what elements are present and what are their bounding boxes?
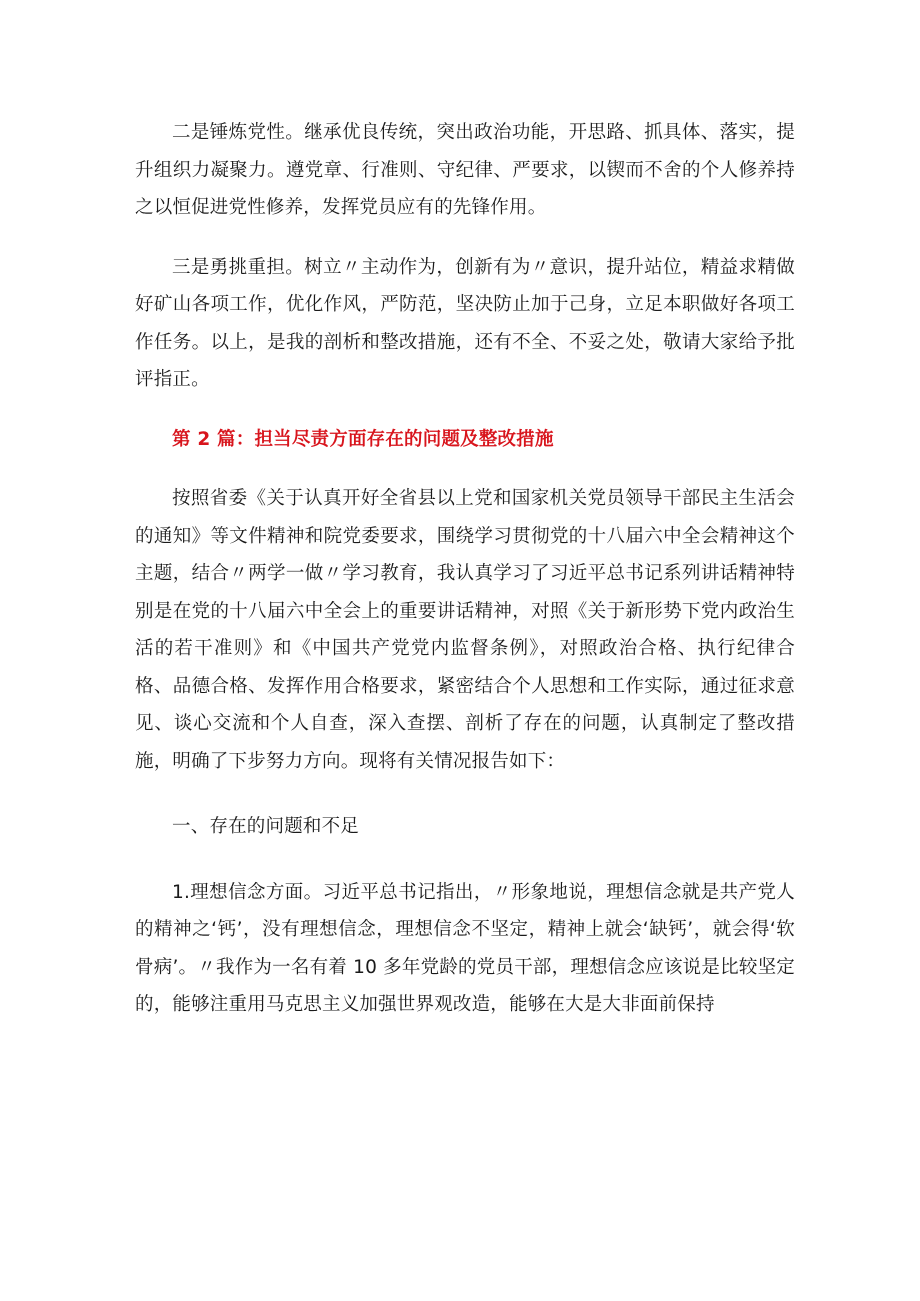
paragraph-ideals-beliefs: 1.理想信念方面。习近平总书记指出，〃形象地说，理想信念就是共产党人的精神之‘钙’，没有理想信念，理想信念不坚定，精神上就会‘缺钙’，就会得‘软骨病’。〃我作为一名有着 10 多年党龄的党员干部，理想信念应该说是比较坚定的，能够注重用马克思主义加强世界观改造，能够在大是大非面前保持 [135,881,795,1015]
subheading-problems: 一、存在的问题和不足 [172,816,360,837]
section-heading: 第 2 篇：担当尽责方面存在的问题及整改措施 [172,428,554,450]
paragraph-introduction: 按照省委《关于认真开好全省县以上党和国家机关党员领导干部民主生活会的通知》等文件精神和院党委要求，围绕学习贯彻党的十八届六中全会精神这个主题，结合〃两学一做〃学习教育，我认真学习了习近平总书记系列讲话精神特别是在党的十八届六中全会上的重要讲话精神，对照《关于新形势下党内政治生活的若干准则》和《中国共产党党内监督条例》，对照政治合格、执行纪律合格、品德合格、发挥作用合格要求，紧密结合个人思想和工作实际，通过征求意见、谈心交流和个人自查，深入查摆、剖析了存在的问题，认真制定了整改措施，明确了下步努力方向。现将有关情况报告如下： [135,488,795,772]
paragraph-shoulder-responsibility: 三是勇挑重担。树立〃主动作为，创新有为〃意识，提升站位，精益求精做好矿山各项工作，优化作风，严防范，坚决防止加于己身，立足本职做好各项工作任务。以上，是我的剖析和整改措施，还有不全、不妥之处，敬请大家给予批评指正。 [135,256,795,390]
document-page [135,114,795,1024]
paragraph-tempering-party-spirit: 二是锤炼党性。继承优良传统，突出政治功能，开思路、抓具体、落实，提升组织力凝聚力。遵党章、行准则、守纪律、严要求，以锲而不舍的个人修养持之以恒促进党性修养，发挥党员应有的先锋作用。 [135,122,795,218]
